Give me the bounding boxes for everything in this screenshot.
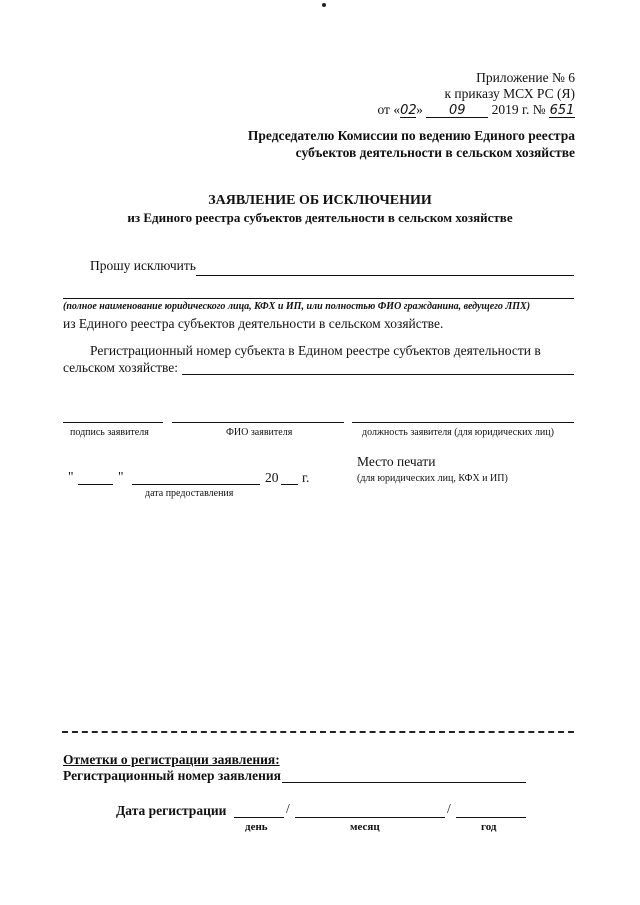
scan-dot [322,3,326,7]
signature-caption: подпись заявителя [70,427,149,438]
registration-year-caption: год [481,821,497,833]
document-title: ЗАЯВЛЕНИЕ ОБ ИСКЛЮЧЕНИИ [208,193,432,208]
document-subtitle: из Единого реестра субъектов деятельности в сельском хозяйстве [127,210,513,225]
date-quote-close: " [118,469,124,484]
date-quote-open: " [68,469,74,484]
registration-year-line [456,817,526,818]
fio-line [172,422,344,423]
order-day: 02 [400,103,417,118]
order-month: 09 [426,104,488,118]
registration-slash-1: / [286,801,290,816]
date-month-line [132,484,260,485]
order-close-quote: » [416,102,423,117]
registration-date-label: Дата регистрации [116,803,227,818]
request-blank-line [196,275,574,276]
appendix-line2: к приказу МСХ РС (Я) [444,86,575,101]
entity-name-line [63,298,574,299]
registration-month-line [295,817,445,818]
registration-number-label: Регистрационный номер заявления [63,768,281,783]
registration-day-caption: день [245,821,268,833]
registration-number-line [282,782,526,783]
cut-line-divider [62,731,574,733]
appendix-line1: Приложение № 6 [476,70,575,85]
stamp-label: Место печати [357,454,436,469]
position-line [352,422,574,423]
order-year: 2019 г. № [491,102,546,117]
position-caption: должность заявителя (для юридических лиц) [362,427,554,438]
date-caption: дата предоставления [145,488,234,499]
date-year-line [281,484,298,485]
order-number: 651 [549,103,575,118]
reg-number-text-line2: сельском хозяйстве: [63,360,179,375]
registration-day-line [234,817,284,818]
registration-heading: Отметки о регистрации заявления: [63,752,280,767]
registration-month-caption: месяц [350,821,380,833]
date-year-suffix: г. [302,470,310,485]
from-registry-text: из Единого реестра субъектов деятельности в сельском хозяйстве. [63,316,444,331]
registration-slash-2: / [447,801,451,816]
reg-number-text-line1: Регистрационный номер субъекта в Едином реестре субъектов деятельности в [90,343,541,358]
appendix-order-line [377,102,575,118]
fio-caption: ФИО заявителя [226,427,293,438]
signature-line [63,422,163,423]
stamp-note: (для юридических лиц, КФХ и ИП) [357,473,508,484]
entity-name-hint: (полное наименование юридического лица, КФХ и ИП, или полностью ФИО гражданина, ведущего ЛПХ) [63,301,531,312]
date-day-line [78,484,113,485]
request-label: Прошу исключить [90,258,196,273]
order-from: от « [377,102,401,117]
addressee-line2: субъектов деятельности в сельском хозяйстве [295,145,575,160]
reg-number-blank-line [182,374,574,375]
addressee-line1: Председателю Комиссии по ведению Единого реестра [247,128,575,143]
date-year-prefix: 20 [265,470,279,485]
